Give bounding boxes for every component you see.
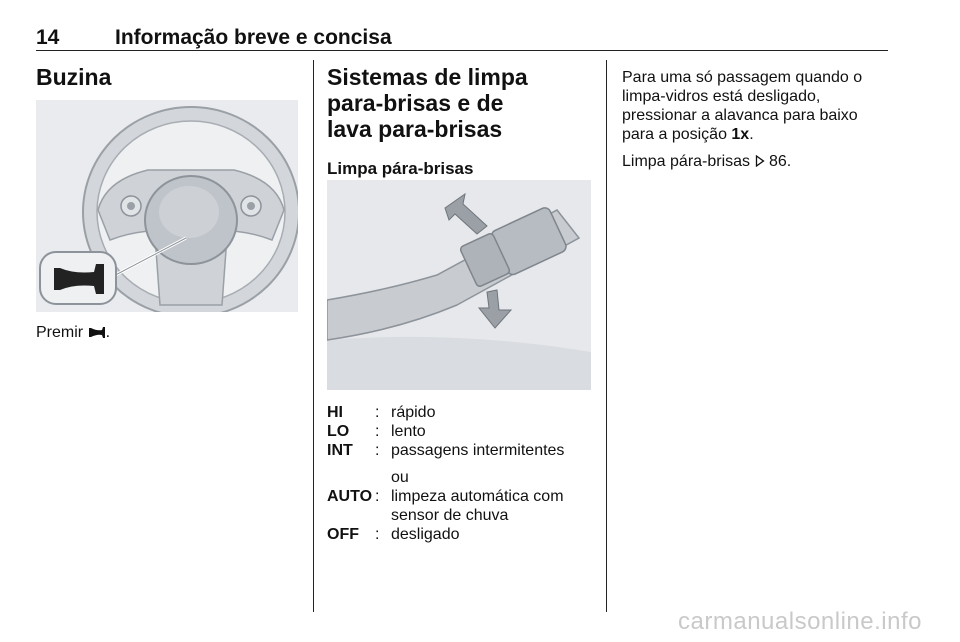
definition-term: LO bbox=[327, 423, 350, 440]
definition-desc: passagens intermitentes bbox=[391, 442, 565, 459]
header-rule bbox=[36, 50, 888, 51]
column-divider-1 bbox=[313, 60, 314, 612]
wiper-section bbox=[327, 64, 597, 180]
definition-row: AUTO : limpeza automática com sensor de chuva bbox=[327, 487, 597, 525]
definition-term: INT bbox=[327, 442, 353, 459]
horn-heading: Buzina bbox=[36, 64, 112, 90]
wiper-heading: Sistemas de limpa para-brisas e de lava para-brisas bbox=[327, 64, 528, 142]
or-text: ou bbox=[391, 469, 409, 486]
definition-row: HI : rápido bbox=[327, 403, 597, 422]
page-number: 14 bbox=[36, 26, 60, 49]
definition-desc: lento bbox=[391, 423, 426, 440]
cross-reference-paragraph: Limpa pára-brisas 86. bbox=[622, 153, 792, 170]
page-reference-link[interactable]: 86 bbox=[768, 153, 787, 170]
definition-desc: limpeza automática com sensor de chuva bbox=[391, 488, 564, 524]
steering-wheel-illustration bbox=[36, 100, 298, 312]
definition-row: OFF : desligado bbox=[327, 525, 597, 544]
steering-wheel-figure bbox=[36, 100, 298, 312]
horn-section bbox=[36, 64, 298, 90]
horn-instruction: Premir . bbox=[36, 324, 111, 341]
single-wipe-paragraph: Para uma só passagem quando o limpa-vidros está desligado, pressionar a alavanca para baixo para a posição 1x. bbox=[622, 69, 863, 143]
definition-row: LO : lento bbox=[327, 422, 597, 441]
single-wipe-section bbox=[622, 68, 872, 171]
definition-term: HI bbox=[327, 404, 343, 421]
page-header bbox=[0, 0, 960, 50]
definition-desc: desligado bbox=[391, 526, 460, 543]
wiper-lever-figure bbox=[327, 180, 591, 390]
wiper-settings-list bbox=[327, 403, 597, 544]
page-title: Informação breve e concisa bbox=[115, 26, 392, 49]
wiper-lever-illustration bbox=[327, 180, 591, 390]
definition-row: INT : passagens intermitentes bbox=[327, 441, 597, 460]
position-1x: 1x bbox=[731, 126, 750, 143]
definition-term: AUTO bbox=[327, 488, 373, 505]
definition-term: OFF bbox=[327, 526, 359, 543]
wiper-subheading: Limpa pára-brisas bbox=[327, 159, 474, 178]
definition-desc: rápido bbox=[391, 404, 436, 421]
horn-icon bbox=[88, 326, 106, 339]
reference-triangle-icon bbox=[755, 155, 765, 167]
watermark: carmanualsonline.info bbox=[678, 608, 922, 635]
column-divider-2 bbox=[606, 60, 607, 612]
